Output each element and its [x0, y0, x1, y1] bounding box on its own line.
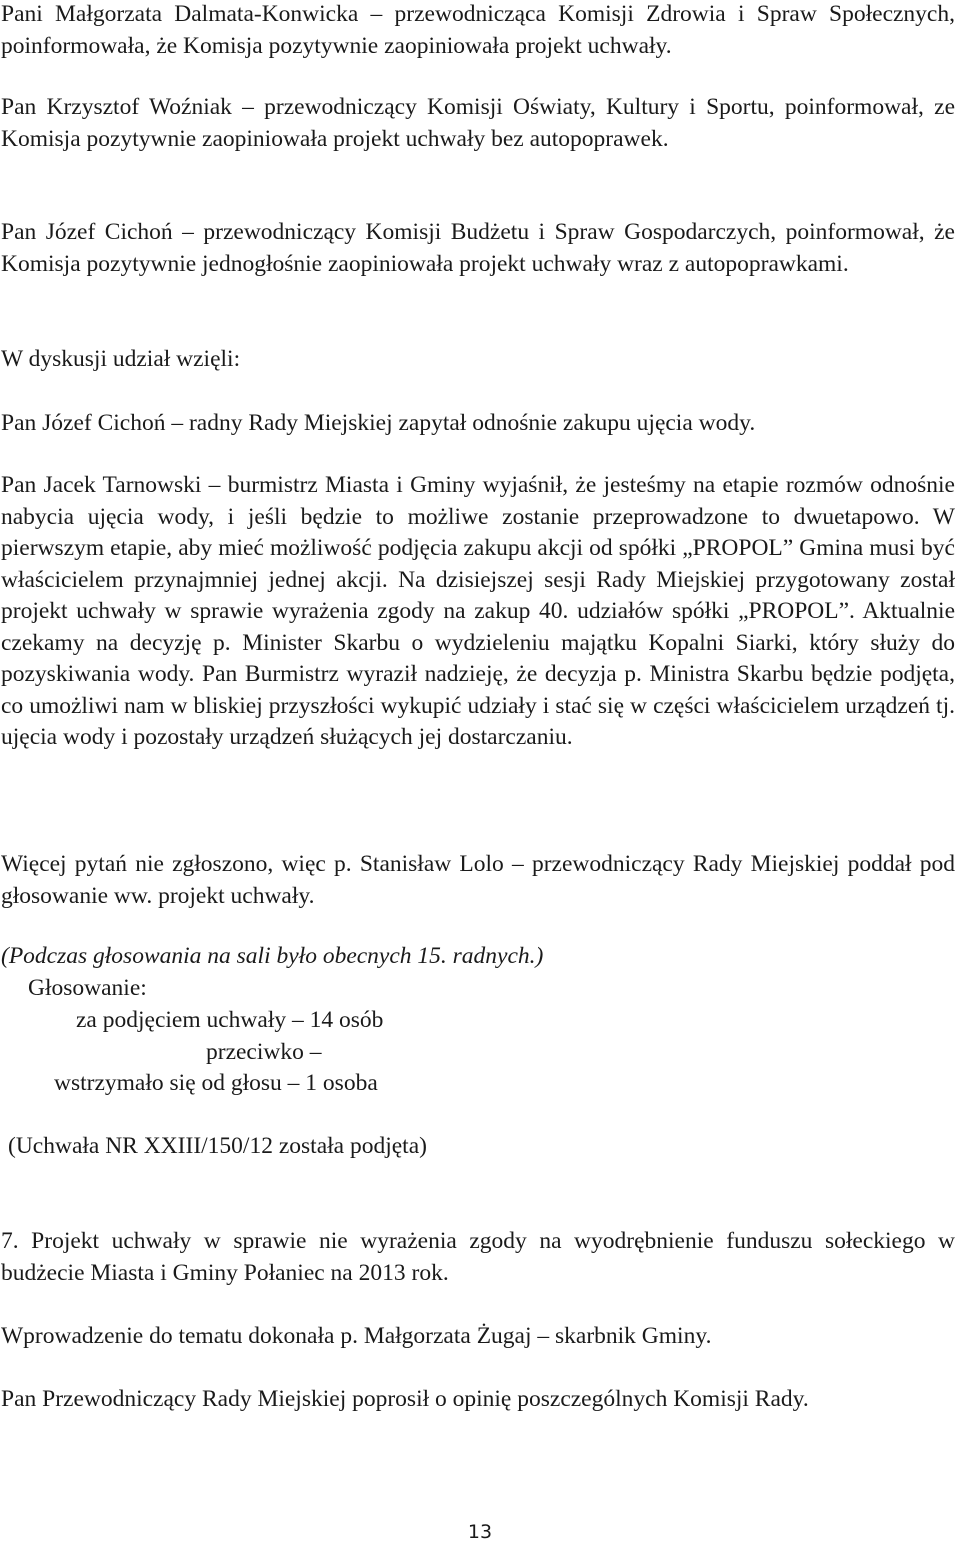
paragraph-question: Pan Józef Cichoń – radny Rady Miejskiej zapytał odnośnie zakupu ujęcia wody.: [1, 410, 756, 436]
paragraph-committee-education: Pan Krzysztof Woźniak – przewodniczący Komisji Oświaty, Kultury i Sportu, poinformował, ze Komisja pozytywnie zaopiniowała projekt uchwały bez autopoprawek.: [1, 94, 955, 152]
vote-header: Głosowanie:: [28, 975, 147, 1001]
paragraph-mayor-answer: Pan Jacek Tarnowski – burmistrz Miasta i Gminy wyjaśnił, że jesteśmy na etapie rozmów odnośnie nabycia ujęcia wody, i jeśli będzie to możliwe zostanie przeprowadzone to dwuetapowo. W pierwszym etapie, aby mieć możliwość podjęcia zakupu akcji od spółki „PROPOL” Gmina musi być właścicielem przynajmniej jednej akcji. Na dzisiejszej sesji Rady Miejskiej przygotowany został projekt uchwały w sprawie wyrażenia zgody na zakup 40. udziałów spółki „PROPOL”. Aktualnie czekamy na decyzję p. Minister Skarbu o wydzieleniu majątku Kopalni Siarki, który służy do pozyskiwania wody. Pan Burmistrz wyraził nadzieję, że decyzja p. Ministra Skarbu będzie podjęta, co umożliwi nam w bliskiej przyszłości wykupić udziały i stać się w części właścicielem urządzeń tj. ujęcia wody i pozostały urządzeń służących jej dostarczaniu.: [1, 472, 955, 750]
discussion-header: W dyskusji udział wzięli:: [1, 346, 241, 372]
paragraph-committee-budget: Pan Józef Cichoń – przewodniczący Komisji Budżetu i Spraw Gospodarczych, poinformował, że Komisja pozytywnie jednogłośnie zaopiniowała projekt uchwały wraz z autopoprawkami.: [1, 219, 955, 277]
paragraph-committee-health: Pani Małgorzata Dalmata-Konwicka – przewodnicząca Komisji Zdrowia i Spraw Społecznych, poinformowała, że Komisja pozytywnie zaopiniowała projekt uchwały.: [1, 1, 955, 59]
page-number: 13: [467, 1521, 493, 1543]
paragraph-vote-call: Więcej pytań nie zgłoszono, więc p. Stanisław Lolo – przewodniczący Rady Miejskiej poddał pod głosowanie ww. projekt uchwały.: [1, 851, 955, 909]
agenda-item-7: 7. Projekt uchwały w sprawie nie wyrażenia zgody na wyodrębnienie funduszu sołeckiego w budżecie Miasta i Gminy Połaniec na 2013 rok.: [1, 1228, 955, 1286]
vote-result: (Uchwała NR XXIII/150/12 została podjęta): [8, 1133, 427, 1159]
vote-for: za podjęciem uchwały – 14 osób: [76, 1007, 384, 1033]
paragraph-introduction: Wprowadzenie do tematu dokonała p. Małgorzata Żugaj – skarbnik Gminy.: [1, 1323, 712, 1349]
paragraph-opinion-request: Pan Przewodniczący Rady Miejskiej poprosił o opinię poszczególnych Komisji Rady.: [1, 1386, 809, 1412]
vote-abstain: wstrzymało się od głosu – 1 osoba: [54, 1070, 378, 1096]
vote-against: przeciwko –: [206, 1039, 322, 1065]
attendance-note: (Podczas głosowania na sali było obecnych 15. radnych.): [1, 943, 544, 969]
